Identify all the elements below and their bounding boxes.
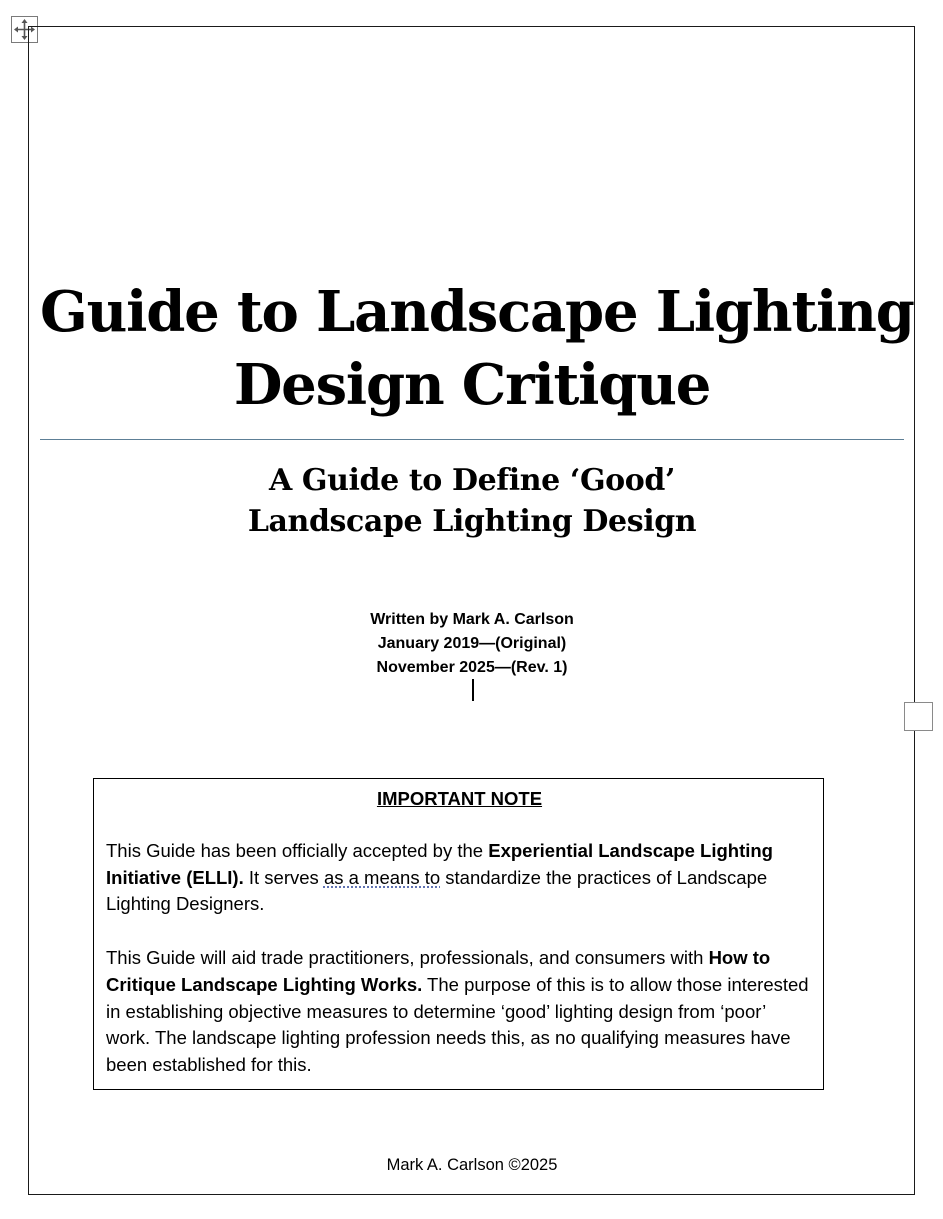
note-p1-bold: Experiential Landscape Lighting Initiative (ELLI).	[106, 840, 773, 888]
revision-date-line: November 2025—(Rev. 1)	[376, 659, 568, 676]
byline-block[interactable]	[272, 608, 672, 680]
note-heading: IMPORTANT NOTE	[376, 788, 543, 809]
note-p2-text: This Guide will aid trade practitioners, professionals, and consumers with	[106, 947, 709, 969]
note-p1-text: This Guide has been officially accepted by the	[106, 840, 489, 861]
grammar-suggestion-underline[interactable]: as a means to	[323, 866, 441, 888]
note-p2-bold: How to Critique Landscape Lighting Works.	[106, 947, 771, 995]
table-resize-handle-icon[interactable]	[904, 702, 933, 731]
title-line-2: Design Critique	[233, 352, 711, 418]
copyright-footer: Mark A. Carlson ©2025	[386, 1156, 558, 1174]
original-date-line: January 2019—(Original)	[377, 635, 567, 652]
note-paragraph-2	[106, 945, 813, 1079]
author-line: Written by Mark A. Carlson	[370, 611, 574, 628]
note-p1-end: standardize the practices of Landscape Lighting Designers.	[106, 866, 768, 915]
title-divider	[40, 439, 904, 440]
note-p1-mid: It serves	[243, 866, 324, 888]
note-p2-end: The purpose of this is to allow those interested in establishing objective measures to determine ‘good’ lighting design from ‘poor’ work. The landscape lighting profession needs this, as no qualifying measures have been established for this.	[106, 973, 809, 1075]
document-title[interactable]	[40, 276, 914, 422]
subtitle-line-1: A Guide to Define ‘Good’	[268, 463, 676, 498]
subtitle-line-2: Landscape Lighting Design	[247, 504, 697, 539]
note-paragraph-1	[106, 838, 813, 918]
important-note-box[interactable]	[93, 778, 824, 1090]
document-subtitle[interactable]	[40, 460, 904, 542]
title-line-1: Guide to Landscape Lighting	[40, 279, 914, 345]
text-cursor	[472, 679, 474, 701]
